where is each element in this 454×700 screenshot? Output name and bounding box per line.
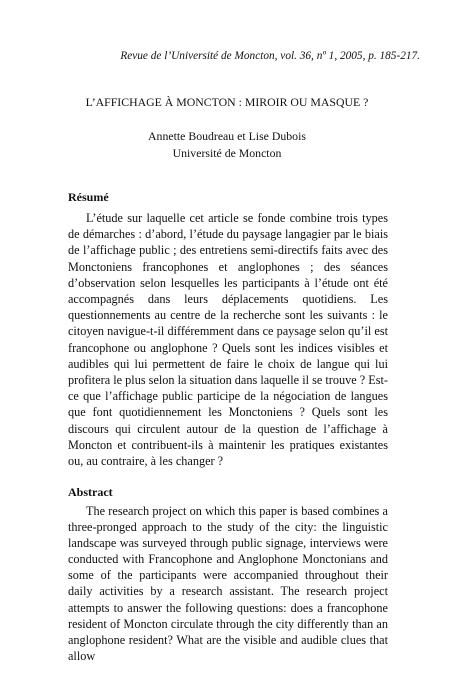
- resume-paragraph: L’étude sur laquelle cet article se fonde combine trois types de démarches : d’abord, l’étude du paysage langagier par le biais de l’affichage public ; des entretiens semi-directifs faits avec des Monctoniens francophones et anglophones ; des séances d’observation selon lesquelles les participants à l’étude ont été accompagnés dans leurs déplacements quotidiens. Les questionnements au centre de la recherche sont les suivants : le citoyen navigue-t-il différemment dans ce paysage selon qu’il est francophone ou anglophone ? Quels sont les indices visibles et audibles qui lui permettent de faire le choix de langue qui lui profitera le plus selon la situation dans laquelle il se trouve ? Est-ce que l’affichage public participe de la négociation de langues que font quotidiennement les Monctoniens ? Quels sont les discours qui circulent autour de la question de l’affichage à Moncton et contribuent-ils à maintenir les pratiques existantes ou, au contraire, à les changer ?: [68, 211, 388, 469]
- author-block: [0, 128, 454, 162]
- resume-heading: Résumé: [68, 190, 109, 204]
- abstract-heading: Abstract: [68, 485, 113, 499]
- affiliation: Université de Moncton: [172, 146, 282, 160]
- abstract-paragraph: The research project on which this paper is based combines a three-pronged approach to the study of the city: the linguistic landscape was surveyed through public signage, interviews were conducted with Francophone and Anglophone Monctonians and some of the participants were accompanied throughout their daily activities by a research assistant. The research project attempts to answer the following questions: does a francophone resident of Moncton circulate through the city differently than an anglophone resident? What are the visible and audible clues that allow: [68, 504, 388, 663]
- authors: Annette Boudreau et Lise Dubois: [148, 129, 306, 143]
- journal-reference: Revue de l’Université de Moncton, vol. 36, nº 1, 2005, p. 185-217.: [120, 50, 420, 62]
- article-title: L’AFFICHAGE À MONCTON : MIROIR OU MASQUE ?: [85, 95, 369, 109]
